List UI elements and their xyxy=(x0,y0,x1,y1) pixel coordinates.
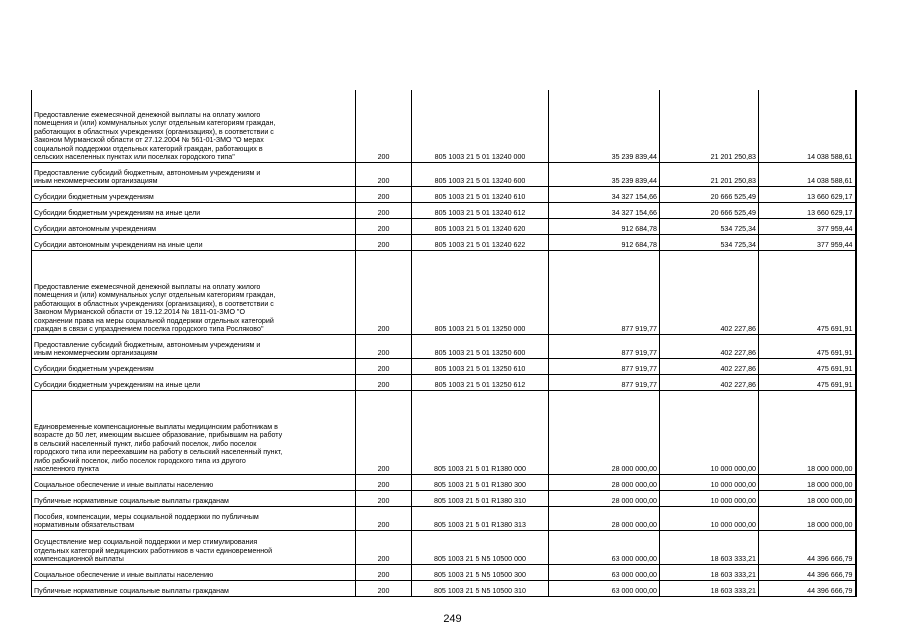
row-code-cell: 200 xyxy=(356,374,412,390)
row-value-1-cell: 877 919,77 xyxy=(549,358,660,374)
row-value-2-cell: 10 000 000,00 xyxy=(660,390,759,474)
row-name-cell: Публичные нормативные социальные выплаты гражданам xyxy=(32,490,356,506)
row-name-cell: Предоставление ежемесячной денежной выплаты на оплату жилого помещения и (или) коммунальных услуг отдельным категориям граждан, работающих в областных учреждениях (организациях), в соответствии с Законом Мурманской области от 19.12.2014 № 1811-01-ЗМО "О сохранении права на меры социальной поддержки отдельных категорий граждан в связи с упразднением поселка городского типа Росляково" xyxy=(32,250,356,334)
table-row xyxy=(32,530,856,564)
row-kbk-cell: 805 1003 21 5 01 13250 600 xyxy=(412,334,549,358)
row-value-2-cell: 10 000 000,00 xyxy=(660,490,759,506)
table-row xyxy=(32,358,856,374)
row-value-3-cell: 475 691,91 xyxy=(759,250,856,334)
row-value-1-cell: 877 919,77 xyxy=(549,374,660,390)
row-code-cell: 200 xyxy=(356,506,412,530)
row-code-cell: 200 xyxy=(356,564,412,580)
row-value-2-cell: 402 227,86 xyxy=(660,374,759,390)
row-kbk-cell: 805 1003 21 5 01 R1380 310 xyxy=(412,490,549,506)
row-value-3-cell: 13 660 629,17 xyxy=(759,186,856,202)
row-value-2-cell: 10 000 000,00 xyxy=(660,474,759,490)
row-kbk-cell: 805 1003 21 5 01 R1380 300 xyxy=(412,474,549,490)
row-name-cell: Публичные нормативные социальные выплаты гражданам xyxy=(32,580,356,596)
row-kbk-cell: 805 1003 21 5 01 13250 000 xyxy=(412,250,549,334)
row-code-cell: 200 xyxy=(356,186,412,202)
row-value-2-cell: 534 725,34 xyxy=(660,234,759,250)
row-value-2-cell: 18 603 333,21 xyxy=(660,564,759,580)
row-code-cell: 200 xyxy=(356,580,412,596)
page-number: 249 xyxy=(443,613,462,625)
row-value-2-cell: 534 725,34 xyxy=(660,218,759,234)
row-name-cell: Социальное обеспечение и иные выплаты населению xyxy=(32,474,356,490)
row-value-1-cell: 63 000 000,00 xyxy=(549,580,660,596)
row-name-cell: Субсидии бюджетным учреждениям на иные цели xyxy=(32,374,356,390)
row-code-cell: 200 xyxy=(356,358,412,374)
row-kbk-cell: 805 1003 21 5 01 13240 612 xyxy=(412,202,549,218)
row-name-cell: Осуществление мер социальной поддержки и мер стимулирования отдельных категорий медицинских работников в части единовременной компенсационной выплаты xyxy=(32,530,356,564)
row-value-3-cell: 377 959,44 xyxy=(759,218,856,234)
row-code-cell: 200 xyxy=(356,530,412,564)
row-name-cell: Субсидии бюджетным учреждениям xyxy=(32,358,356,374)
row-code-cell: 200 xyxy=(356,218,412,234)
row-value-1-cell: 63 000 000,00 xyxy=(549,564,660,580)
row-value-1-cell: 28 000 000,00 xyxy=(549,506,660,530)
row-value-3-cell: 377 959,44 xyxy=(759,234,856,250)
row-value-1-cell: 35 239 839,44 xyxy=(549,162,660,186)
row-kbk-cell: 805 1003 21 5 01 13240 600 xyxy=(412,162,549,186)
row-value-3-cell: 44 396 666,79 xyxy=(759,580,856,596)
budget-table xyxy=(31,90,857,597)
row-code-cell: 200 xyxy=(356,334,412,358)
table-row xyxy=(32,90,856,162)
row-value-3-cell: 18 000 000,00 xyxy=(759,490,856,506)
row-value-1-cell: 877 919,77 xyxy=(549,334,660,358)
row-value-3-cell: 475 691,91 xyxy=(759,358,856,374)
table-row xyxy=(32,162,856,186)
row-value-1-cell: 63 000 000,00 xyxy=(549,530,660,564)
row-value-3-cell: 44 396 666,79 xyxy=(759,530,856,564)
row-value-2-cell: 402 227,86 xyxy=(660,334,759,358)
table-row xyxy=(32,374,856,390)
row-value-2-cell: 20 666 525,49 xyxy=(660,186,759,202)
row-value-2-cell: 20 666 525,49 xyxy=(660,202,759,218)
table-row xyxy=(32,506,856,530)
row-kbk-cell: 805 1003 21 5 01 R1380 000 xyxy=(412,390,549,474)
row-name-cell: Субсидии бюджетным учреждениям xyxy=(32,186,356,202)
table-row xyxy=(32,234,856,250)
row-kbk-cell: 805 1003 21 5 01 13240 622 xyxy=(412,234,549,250)
row-value-2-cell: 21 201 250,83 xyxy=(660,90,759,162)
row-name-cell: Единовременные компенсационные выплаты медицинским работникам в возрасте до 50 лет, имеющим высшее образование, прибывшим на работу в сельский населенный пункт, либо рабочий поселок, либо поселок городского типа или переехавшим на работу в сельский населенный пункт, либо рабочий поселок, либо поселок городского типа из другого населенного пункта xyxy=(32,390,356,474)
table-row xyxy=(32,490,856,506)
row-kbk-cell: 805 1003 21 5 01 13240 000 xyxy=(412,90,549,162)
row-name-cell: Пособия, компенсации, меры социальной поддержки по публичным нормативным обязательствам xyxy=(32,506,356,530)
table-row xyxy=(32,474,856,490)
row-value-2-cell: 21 201 250,83 xyxy=(660,162,759,186)
row-name-cell: Предоставление ежемесячной денежной выплаты на оплату жилого помещения и (или) коммунальных услуг отдельным категориям граждан, работающих в областных учреждениях (организациях), в соответствии с Законом Мурманской области от 27.12.2004 № 561-01-ЗМО "О мерах социальной поддержки отдельных категорий граждан, работающих в сельских населенных пунктах или поселках городского типа" xyxy=(32,90,356,162)
row-value-1-cell: 34 327 154,66 xyxy=(549,202,660,218)
row-code-cell: 200 xyxy=(356,234,412,250)
row-kbk-cell: 805 1003 21 5 01 13250 610 xyxy=(412,358,549,374)
row-value-1-cell: 28 000 000,00 xyxy=(549,490,660,506)
row-code-cell: 200 xyxy=(356,250,412,334)
row-value-2-cell: 18 603 333,21 xyxy=(660,580,759,596)
row-value-2-cell: 402 227,86 xyxy=(660,358,759,374)
row-kbk-cell: 805 1003 21 5 01 13250 612 xyxy=(412,374,549,390)
row-value-3-cell: 14 038 588,61 xyxy=(759,162,856,186)
row-kbk-cell: 805 1003 21 5 01 13240 620 xyxy=(412,218,549,234)
row-value-1-cell: 877 919,77 xyxy=(549,250,660,334)
row-name-cell: Предоставление субсидий бюджетным, автономным учреждениям и иным некоммерческим организациям xyxy=(32,334,356,358)
row-name-cell: Предоставление субсидий бюджетным, автономным учреждениям и иным некоммерческим организациям xyxy=(32,162,356,186)
table-row xyxy=(32,202,856,218)
row-kbk-cell: 805 1003 21 5 01 R1380 313 xyxy=(412,506,549,530)
row-value-2-cell: 10 000 000,00 xyxy=(660,506,759,530)
row-value-3-cell: 44 396 666,79 xyxy=(759,564,856,580)
table-row xyxy=(32,564,856,580)
table-row xyxy=(32,334,856,358)
row-kbk-cell: 805 1003 21 5 01 13240 610 xyxy=(412,186,549,202)
row-kbk-cell: 805 1003 21 5 N5 10500 310 xyxy=(412,580,549,596)
row-value-1-cell: 34 327 154,66 xyxy=(549,186,660,202)
row-value-3-cell: 18 000 000,00 xyxy=(759,506,856,530)
row-value-3-cell: 18 000 000,00 xyxy=(759,474,856,490)
row-name-cell: Субсидии автономным учреждениям xyxy=(32,218,356,234)
row-code-cell: 200 xyxy=(356,202,412,218)
row-name-cell: Социальное обеспечение и иные выплаты населению xyxy=(32,564,356,580)
row-code-cell: 200 xyxy=(356,474,412,490)
table-row xyxy=(32,390,856,474)
row-value-1-cell: 28 000 000,00 xyxy=(549,390,660,474)
row-value-1-cell: 912 684,78 xyxy=(549,218,660,234)
row-code-cell: 200 xyxy=(356,162,412,186)
budget-table-body xyxy=(32,90,856,596)
row-value-3-cell: 13 660 629,17 xyxy=(759,202,856,218)
row-value-3-cell: 14 038 588,61 xyxy=(759,90,856,162)
row-value-1-cell: 35 239 839,44 xyxy=(549,90,660,162)
row-kbk-cell: 805 1003 21 5 N5 10500 000 xyxy=(412,530,549,564)
table-row xyxy=(32,580,856,596)
row-value-2-cell: 18 603 333,21 xyxy=(660,530,759,564)
row-code-cell: 200 xyxy=(356,90,412,162)
table-row xyxy=(32,218,856,234)
table-row xyxy=(32,186,856,202)
table-row xyxy=(32,250,856,334)
row-value-2-cell: 402 227,86 xyxy=(660,250,759,334)
row-value-1-cell: 28 000 000,00 xyxy=(549,474,660,490)
row-value-3-cell: 475 691,91 xyxy=(759,374,856,390)
row-value-3-cell: 18 000 000,00 xyxy=(759,390,856,474)
row-value-3-cell: 475 691,91 xyxy=(759,334,856,358)
row-name-cell: Субсидии бюджетным учреждениям на иные цели xyxy=(32,202,356,218)
row-code-cell: 200 xyxy=(356,490,412,506)
row-code-cell: 200 xyxy=(356,390,412,474)
row-kbk-cell: 805 1003 21 5 N5 10500 300 xyxy=(412,564,549,580)
row-name-cell: Субсидии автономным учреждениям на иные цели xyxy=(32,234,356,250)
row-value-1-cell: 912 684,78 xyxy=(549,234,660,250)
